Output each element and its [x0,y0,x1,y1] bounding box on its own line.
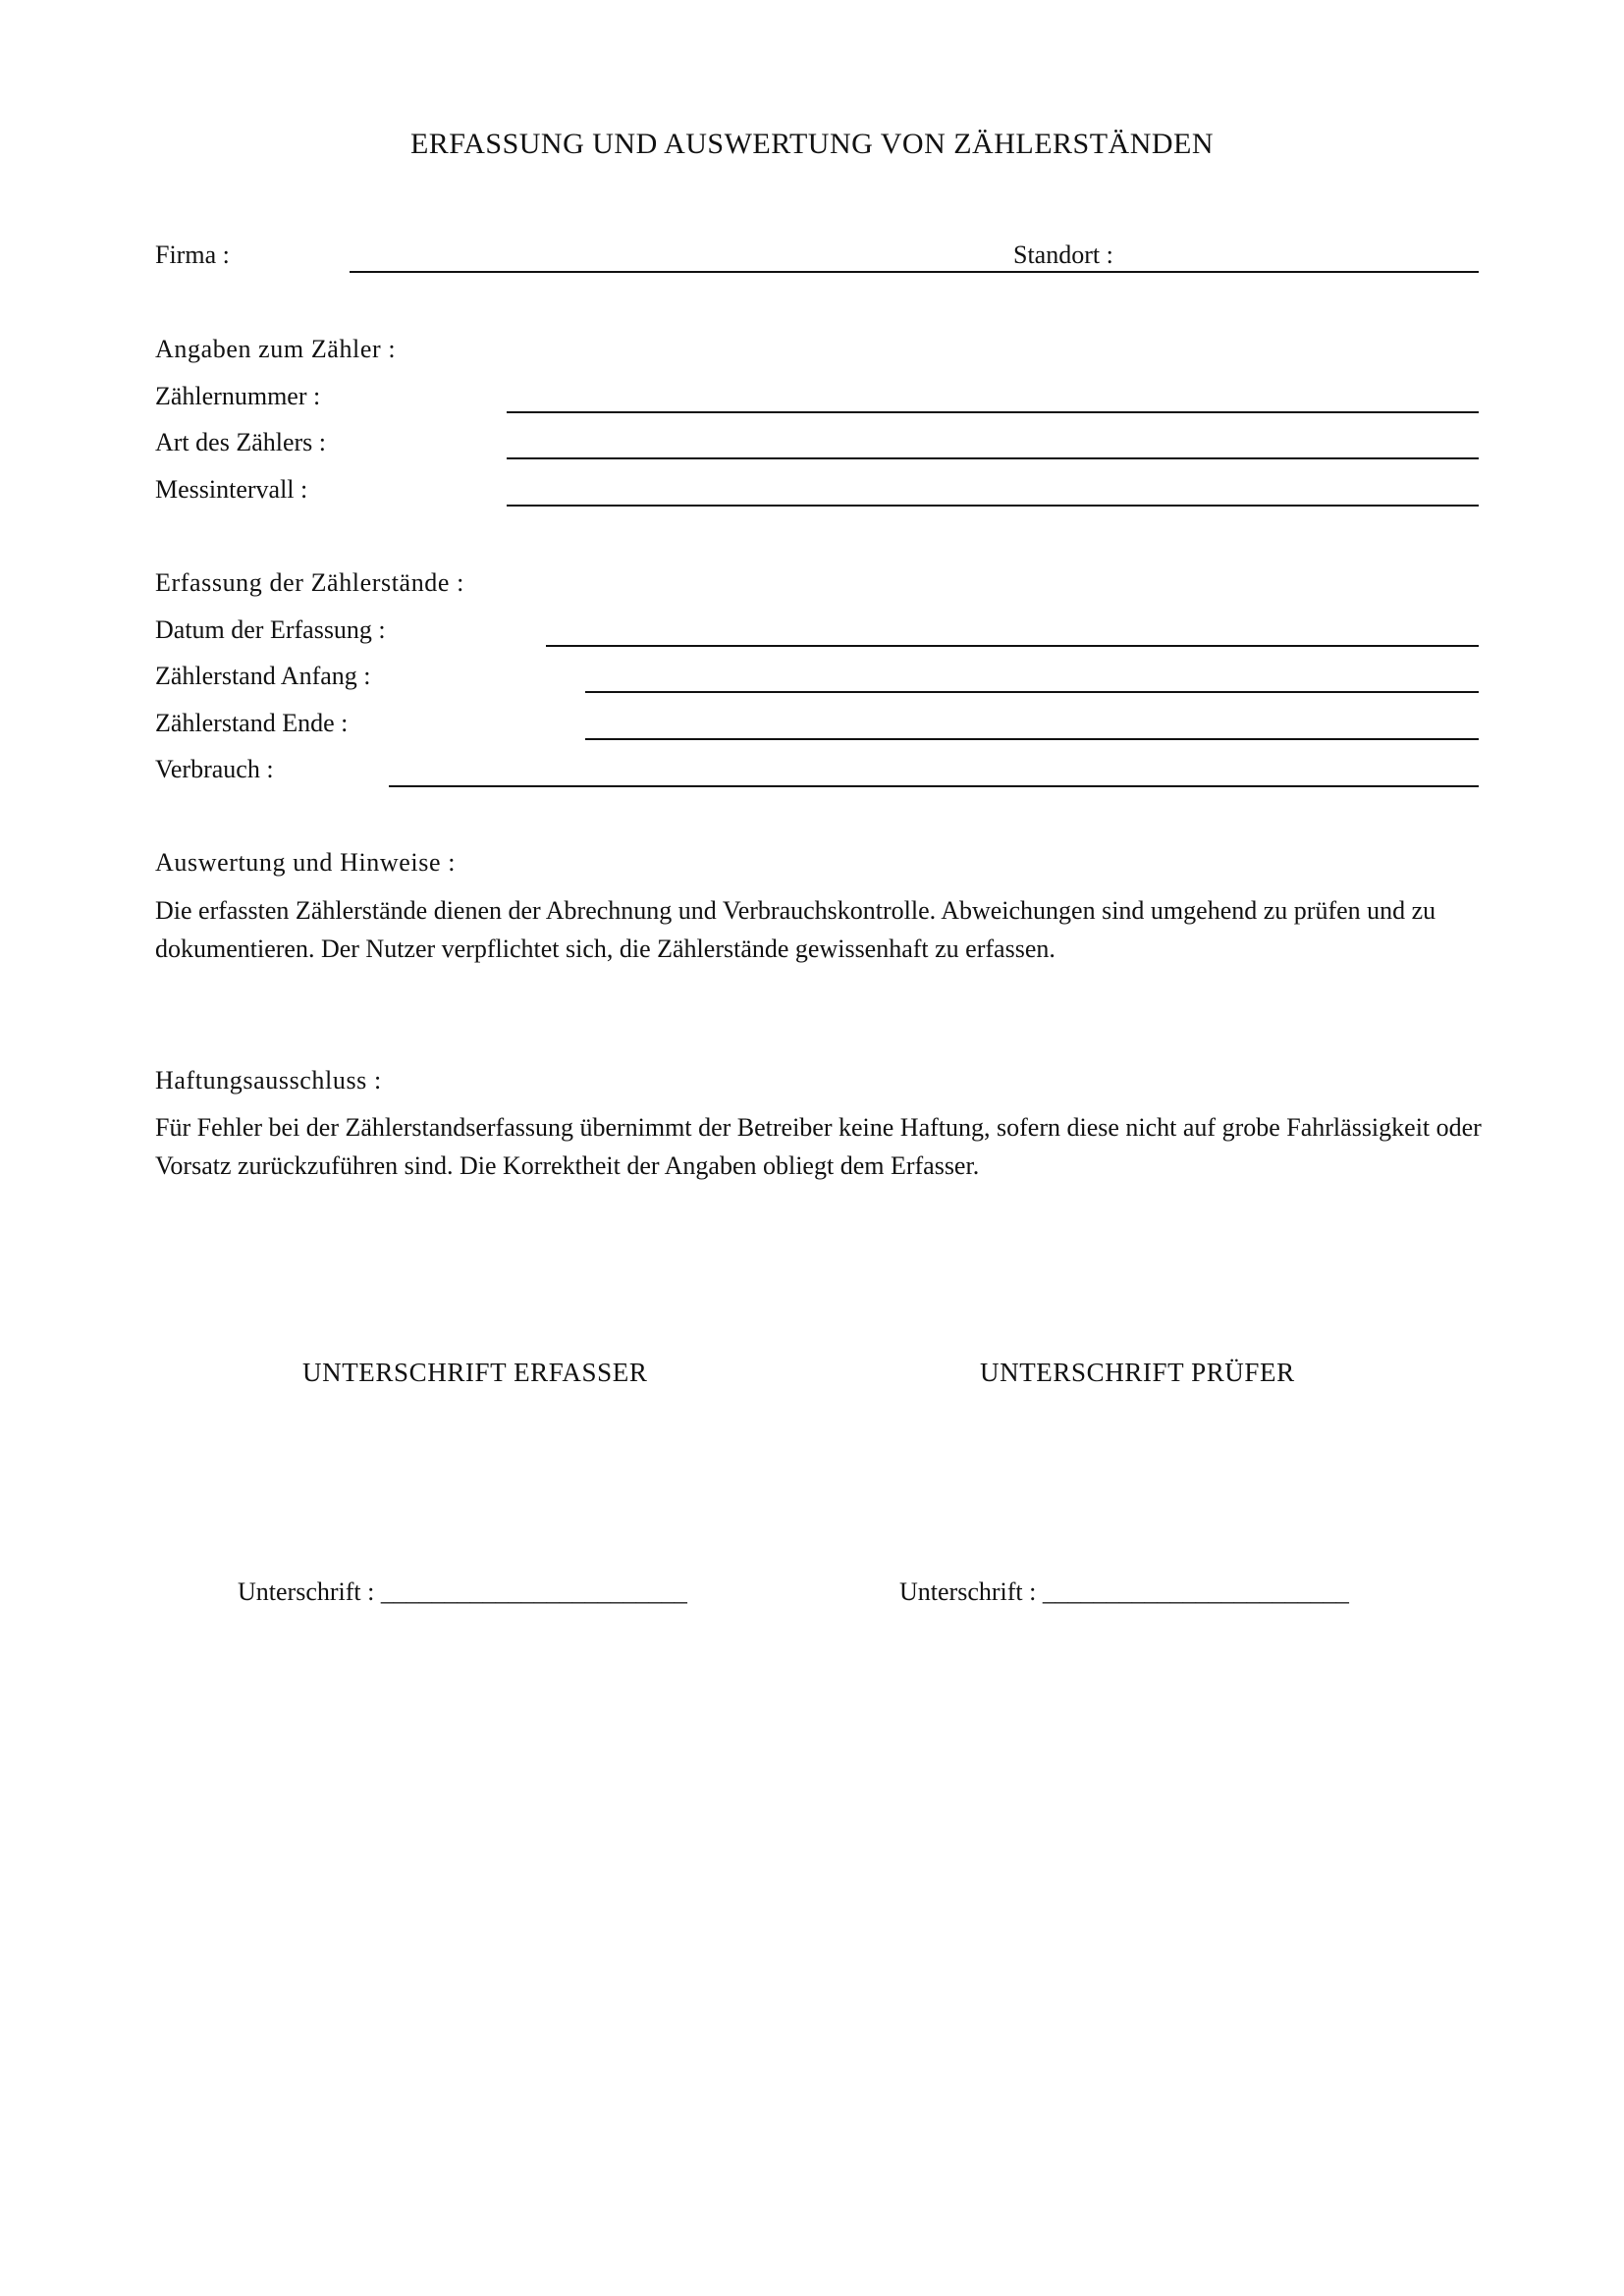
meter-number-label: Zählernummer : [155,382,321,410]
standort-label: Standort : [1013,240,1113,269]
date-input-line[interactable] [546,645,1479,647]
consumption-label: Verbrauch : [155,755,274,783]
evaluation-heading: Auswertung und Hinweise : [155,848,457,877]
interval-label: Messintervall : [155,475,308,504]
liability-heading: Haftungsausschluss : [155,1066,382,1095]
meter-info-heading: Angaben zum Zähler : [155,335,397,363]
firma-standort-input-line[interactable] [350,271,1479,273]
firma-label: Firma : [155,240,230,269]
interval-input-line[interactable] [507,505,1479,507]
start-reading-label: Zählerstand Anfang : [155,662,371,690]
meter-type-input-line[interactable] [507,457,1479,459]
liability-text: Für Fehler bei der Zählerstandserfassung übernimmt der Betreiber keine Haftung, sofern diese nicht auf grobe Fahrlässigkeit oder Vorsatz zurückzuführen sind. Die Korrektheit der Angaben obliegt dem Erfasser. [155,1113,1482,1180]
end-reading-label: Zählerstand Ende : [155,709,349,737]
page-title: ERFASSUNG UND AUSWERTUNG VON ZÄHLERSTÄNDEN [409,128,1215,160]
consumption-input-line[interactable] [389,785,1479,787]
signature-heading-inspector: UNTERSCHRIFT PRÜFER [980,1358,1295,1387]
meter-number-input-line[interactable] [507,411,1479,413]
signature-field-inspector[interactable]: Unterschrift : ________________________ [899,1577,1349,1606]
signature-heading-recorder: UNTERSCHRIFT ERFASSER [302,1358,648,1387]
date-label: Datum der Erfassung : [155,615,386,644]
meter-type-label: Art des Zählers : [155,428,327,456]
end-reading-input-line[interactable] [585,738,1479,740]
signature-field-recorder[interactable]: Unterschrift : ________________________ [238,1577,687,1606]
start-reading-input-line[interactable] [585,691,1479,693]
evaluation-text: Die erfassten Zählerstände dienen der Abrechnung und Verbrauchskontrolle. Abweichungen sind umgehend zu prüfen und zu dokumentieren. Der Nutzer verpflichtet sich, die Zählerstände gewissenhaft zu erfassen. [155,896,1436,963]
readings-heading: Erfassung der Zählerstände : [155,568,464,597]
